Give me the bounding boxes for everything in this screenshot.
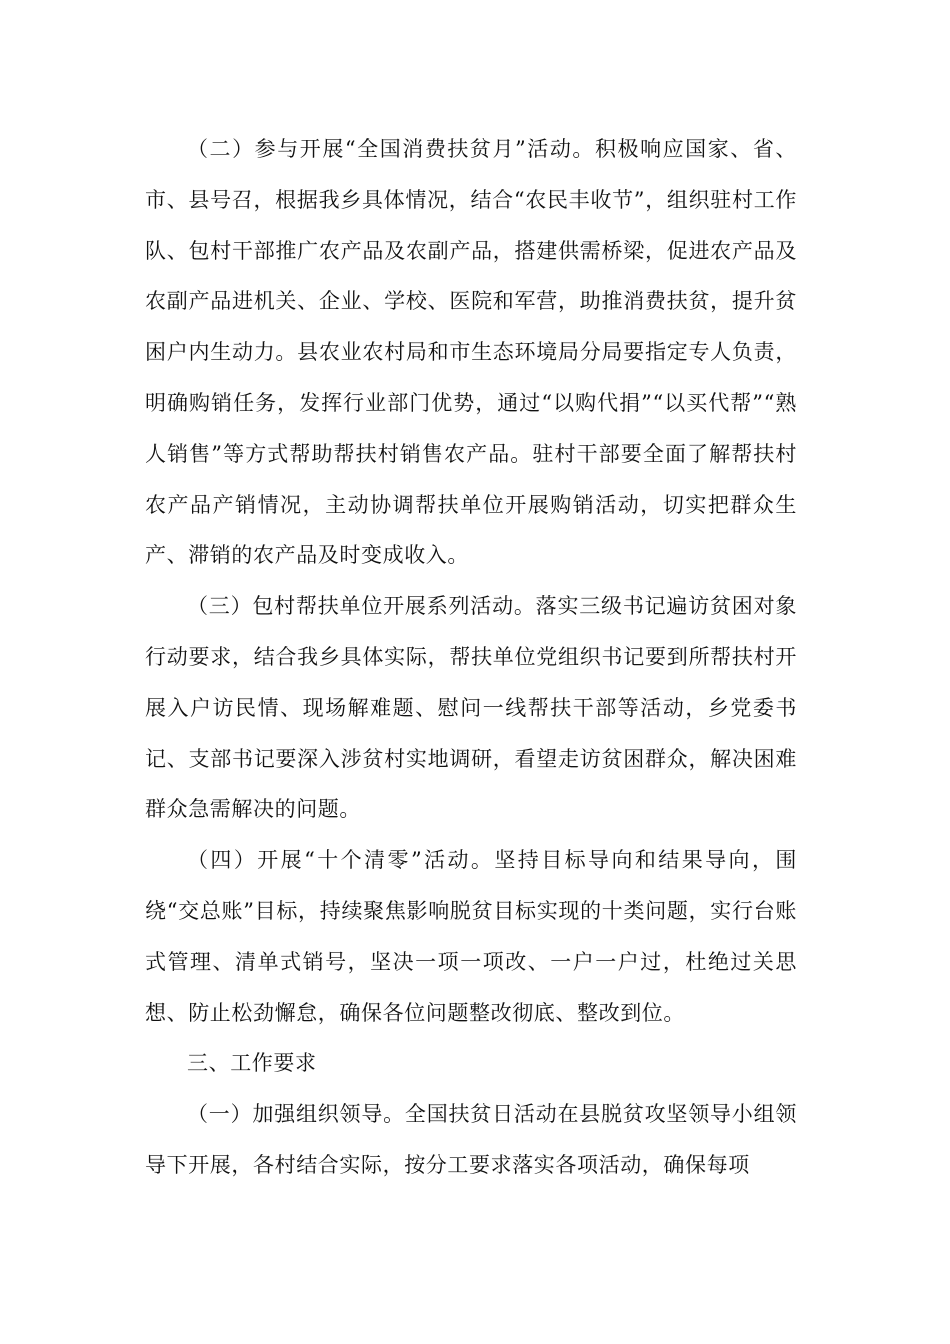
document-body	[145, 124, 797, 1191]
paragraph-organizational-leadership: （一）加强组织领导。全国扶贫日活动在县脱贫攻坚领导小组领导下开展，各村结合实际，按分工要求落实各项活动，确保每项	[145, 1102, 797, 1177]
paragraph-consumption-poverty-month: （二）参与开展“全国消费扶贫月”活动。积极响应国家、省、市、县号召，根据我乡具体情况，结合“农民丰收节”，组织驻村工作队、包村干部推广农产品及农副产品，搭建供需桥梁，促进农产品及农副产品进机关、企业、学校、医院和军营，助推消费扶贫，提升贫困户内生动力。县农业农村局和市生态环境局分局要指定专人负责，明确购销任务，发挥行业部门优势，通过“以购代捐”“以买代帮”“熟人销售”等方式帮助帮扶村销售农产品。驻村干部要全面了解帮扶村农产品产销情况，主动协调帮扶单位开展购销活动，切实把群众生产、滞销的农产品及时变成收入。	[145, 137, 797, 568]
section-heading-work-requirements: 三、工作要求	[187, 1051, 317, 1076]
paragraph-ten-clearances: （四）开展“十个清零”活动。坚持目标导向和结果导向，围绕“交总账”目标，持续聚焦影响脱贫目标实现的十类问题，实行台账式管理、清单式销号，坚决一项一项改、一户一户过，杜绝过关思想、防止松劲懈怠，确保各位问题整改彻底、整改到位。	[145, 848, 797, 1025]
paragraph-village-assistance-activities: （三）包村帮扶单位开展系列活动。落实三级书记遍访贫困对象行动要求，结合我乡具体实际，帮扶单位党组织书记要到所帮扶村开展入户访民情、现场解难题、慰问一线帮扶干部等活动，乡党委书记、支部书记要深入涉贫村实地调研，看望走访贫困群众，解决困难群众急需解决的问题。	[145, 594, 797, 822]
